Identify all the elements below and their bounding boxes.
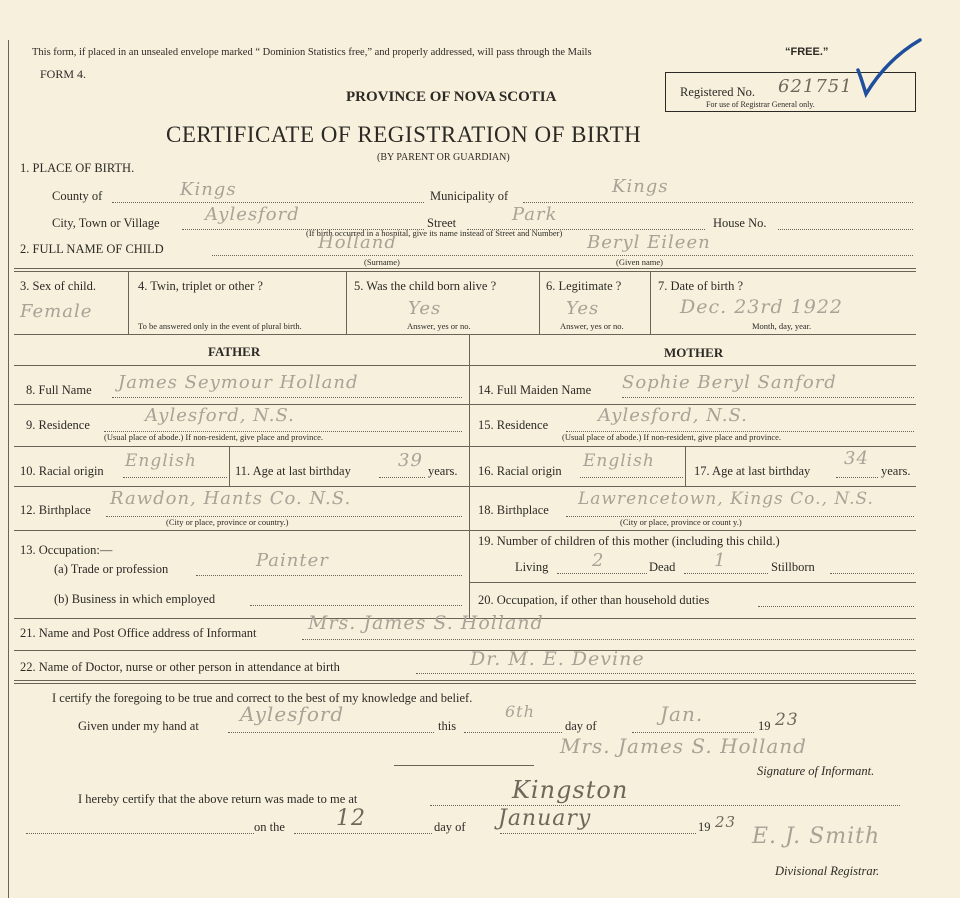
rule-row3-top-2 bbox=[14, 271, 916, 272]
registered-number: 621751 bbox=[778, 76, 853, 97]
twin-label: 4. Twin, triplet or other ? bbox=[138, 279, 263, 293]
rule bbox=[14, 334, 916, 335]
line bbox=[830, 573, 914, 574]
registrar-year-value: 23 bbox=[715, 813, 737, 831]
city-value: Aylesford bbox=[205, 204, 300, 225]
doctor-label: 22. Name of Doctor, nurse or other person in attendance at birth bbox=[20, 660, 340, 674]
hospital-note: (If birth occurred in a hospital, give its name instead of Street and Number) bbox=[306, 228, 563, 238]
given-under-label: Given under my hand at bbox=[78, 719, 199, 733]
on-the-label: on the bbox=[254, 820, 285, 834]
line bbox=[416, 673, 914, 674]
line bbox=[302, 639, 914, 640]
registrar-signature: E. J. Smith bbox=[752, 824, 881, 849]
given-name-caption: (Given name) bbox=[616, 257, 663, 267]
rule bbox=[14, 650, 916, 651]
informant-signature-label: Signature of Informant. bbox=[757, 764, 875, 778]
line bbox=[464, 732, 562, 733]
mailing-notice: This form, if placed in an unsealed envelope marked “ Dominion Statistics free,” and properly addressed, will pass through the Mails bbox=[32, 47, 592, 58]
given-year-value: 23 bbox=[775, 710, 799, 730]
registrar-day-of-label: day of bbox=[434, 820, 466, 834]
rule bbox=[14, 680, 916, 681]
municipality-label: Municipality of bbox=[430, 189, 509, 203]
informant-label: 21. Name and Post Office address of Informant bbox=[20, 626, 257, 640]
given-month-value: Jan. bbox=[660, 702, 704, 726]
trade-label: (a) Trade or profession bbox=[54, 562, 169, 576]
sex-label: 3. Sex of child. bbox=[20, 279, 97, 293]
child-given-name: Beryl Eileen bbox=[587, 232, 711, 253]
line bbox=[500, 833, 696, 834]
free-label: “FREE.” bbox=[785, 46, 829, 58]
father-name-label: 8. Full Name bbox=[26, 383, 92, 397]
signature-rule bbox=[394, 765, 534, 766]
divider bbox=[128, 272, 129, 334]
county-value: Kings bbox=[180, 179, 237, 200]
mother-residence-note: (Usual place of abode.) If non-resident, give place and province. bbox=[562, 432, 782, 442]
left-margin-rule bbox=[8, 40, 9, 898]
born-alive-label: 5. Was the child born alive ? bbox=[354, 279, 497, 293]
mother-age-value: 34 bbox=[844, 448, 869, 469]
line bbox=[228, 732, 434, 733]
mother-birthplace-note: (City or place, province or count y.) bbox=[620, 517, 742, 527]
province-heading: PROVINCE OF NOVA SCOTIA bbox=[346, 89, 557, 105]
father-years-label: years. bbox=[428, 464, 458, 478]
line bbox=[196, 575, 462, 576]
mother-birthplace-value: Lawrencetown, Kings Co., N.S. bbox=[578, 489, 874, 509]
given-day-value: 6th bbox=[505, 702, 535, 721]
born-alive-value: Yes bbox=[408, 298, 442, 319]
child-name-line bbox=[212, 255, 913, 256]
father-age-label: 11. Age at last birthday bbox=[235, 464, 351, 478]
certificate-title: CERTIFICATE OF REGISTRATION OF BIRTH bbox=[166, 122, 642, 147]
rule bbox=[14, 530, 916, 531]
father-residence-label: 9. Residence bbox=[26, 418, 90, 432]
father-birthplace-value: Rawdon, Hants Co. N.S. bbox=[110, 488, 352, 509]
twin-note: To be answered only in the event of plural birth. bbox=[138, 321, 302, 331]
line bbox=[684, 573, 768, 574]
street-label: Street bbox=[427, 216, 457, 230]
divider bbox=[346, 272, 347, 334]
given-place-value: Aylesford bbox=[240, 702, 345, 726]
legitimate-label: 6. Legitimate ? bbox=[546, 279, 622, 293]
line bbox=[379, 477, 425, 478]
city-label: City, Town or Village bbox=[52, 216, 160, 230]
divider bbox=[650, 272, 651, 334]
county-line bbox=[112, 202, 424, 203]
registrar-place-value: Kingston bbox=[512, 776, 629, 804]
line bbox=[26, 833, 254, 834]
rule bbox=[14, 486, 916, 487]
informant-signature: Mrs. James S. Holland bbox=[560, 734, 807, 758]
father-residence-value: Aylesford, N.S. bbox=[145, 405, 295, 426]
divider bbox=[539, 272, 540, 334]
house-number-line bbox=[778, 229, 913, 230]
rule-row3-top bbox=[14, 268, 916, 269]
father-residence-note: (Usual place of abode.) If non-resident, give place and province. bbox=[104, 432, 324, 442]
father-racial-label: 10. Racial origin bbox=[20, 464, 104, 478]
mother-racial-value: English bbox=[583, 451, 655, 471]
dob-value: Dec. 23rd 1922 bbox=[680, 296, 844, 318]
father-birthplace-label: 12. Birthplace bbox=[20, 503, 91, 517]
mother-racial-label: 16. Racial origin bbox=[478, 464, 562, 478]
county-label: County of bbox=[52, 189, 103, 203]
stillborn-label: Stillborn bbox=[771, 560, 815, 574]
children-count-label: 19. Number of children of this mother (including this child.) bbox=[478, 534, 780, 548]
child-name-label: 2. FULL NAME OF CHILD bbox=[20, 242, 164, 256]
certify-statement: I certify the foregoing to be true and correct to the best of my knowledge and belief. bbox=[52, 691, 473, 705]
mother-name-label: 14. Full Maiden Name bbox=[478, 383, 592, 397]
center-divider bbox=[469, 334, 470, 618]
day-of-label: day of bbox=[565, 719, 597, 733]
dob-label: 7. Date of birth ? bbox=[658, 279, 744, 293]
father-birthplace-note: (City or place, province or country.) bbox=[166, 517, 289, 527]
dob-note: Month, day, year. bbox=[752, 321, 812, 331]
line bbox=[632, 732, 754, 733]
living-label: Living bbox=[515, 560, 549, 574]
line bbox=[622, 397, 914, 398]
divider bbox=[685, 446, 686, 486]
dead-label: Dead bbox=[649, 560, 676, 574]
line bbox=[294, 833, 432, 834]
house-number-label: House No. bbox=[713, 216, 767, 230]
legitimate-value: Yes bbox=[566, 298, 600, 319]
mother-birthplace-label: 18. Birthplace bbox=[478, 503, 549, 517]
doctor-value: Dr. M. E. Devine bbox=[470, 648, 645, 670]
line bbox=[112, 397, 462, 398]
rule bbox=[470, 582, 916, 583]
mother-heading: MOTHER bbox=[664, 345, 724, 360]
form-number: FORM 4. bbox=[40, 67, 87, 81]
registered-label: Registered No. bbox=[680, 85, 755, 99]
surname-caption: (Surname) bbox=[364, 257, 400, 267]
line bbox=[250, 605, 462, 606]
registered-note: For use of Registrar General only. bbox=[706, 100, 815, 109]
line bbox=[758, 606, 914, 607]
father-age-value: 39 bbox=[398, 450, 423, 471]
informant-value: Mrs. James S. Holland bbox=[308, 612, 544, 634]
line bbox=[123, 477, 227, 478]
trade-value: Painter bbox=[256, 550, 329, 571]
registrar-statement: I hereby certify that the above return was made to me at bbox=[78, 792, 358, 806]
living-value: 2 bbox=[592, 550, 605, 571]
street-value: Park bbox=[512, 204, 558, 225]
divider bbox=[229, 446, 230, 486]
place-of-birth-heading: 1. PLACE OF BIRTH. bbox=[20, 161, 135, 175]
municipality-value: Kings bbox=[612, 176, 669, 197]
dead-value: 1 bbox=[714, 550, 727, 571]
rule bbox=[14, 365, 916, 366]
rule bbox=[14, 683, 916, 684]
certificate-subtitle: (BY PARENT OR GUARDIAN) bbox=[377, 152, 510, 163]
father-name-value: James Seymour Holland bbox=[118, 372, 359, 393]
line bbox=[836, 477, 878, 478]
registrar-year-prefix: 19 bbox=[698, 820, 711, 834]
father-occupation-label: 13. Occupation:— bbox=[20, 543, 113, 557]
mother-name-value: Sophie Beryl Sanford bbox=[622, 372, 837, 393]
registrar-signature-label: Divisional Registrar. bbox=[775, 864, 880, 878]
year-prefix: 19 bbox=[758, 719, 771, 733]
this-label: this bbox=[438, 719, 457, 733]
legitimate-note: Answer, yes or no. bbox=[560, 321, 624, 331]
line bbox=[580, 477, 683, 478]
business-label: (b) Business in which employed bbox=[54, 592, 216, 606]
father-racial-value: English bbox=[125, 451, 197, 471]
father-heading: FATHER bbox=[208, 344, 261, 359]
rule bbox=[14, 446, 916, 447]
mother-age-label: 17. Age at last birthday bbox=[694, 464, 811, 478]
mother-years-label: years. bbox=[881, 464, 911, 478]
registrar-month-value: January bbox=[498, 806, 592, 831]
mother-occupation-label: 20. Occupation, if other than household duties bbox=[478, 593, 710, 607]
checkmark-icon bbox=[852, 36, 924, 100]
sex-value: Female bbox=[20, 301, 93, 322]
mother-residence-value: Aylesford, N.S. bbox=[598, 405, 748, 426]
child-surname: Holland bbox=[318, 232, 397, 253]
born-alive-note: Answer, yes or no. bbox=[407, 321, 471, 331]
municipality-line bbox=[523, 202, 913, 203]
registrar-day-value: 12 bbox=[336, 806, 366, 831]
line bbox=[557, 573, 647, 574]
mother-residence-label: 15. Residence bbox=[478, 418, 549, 432]
